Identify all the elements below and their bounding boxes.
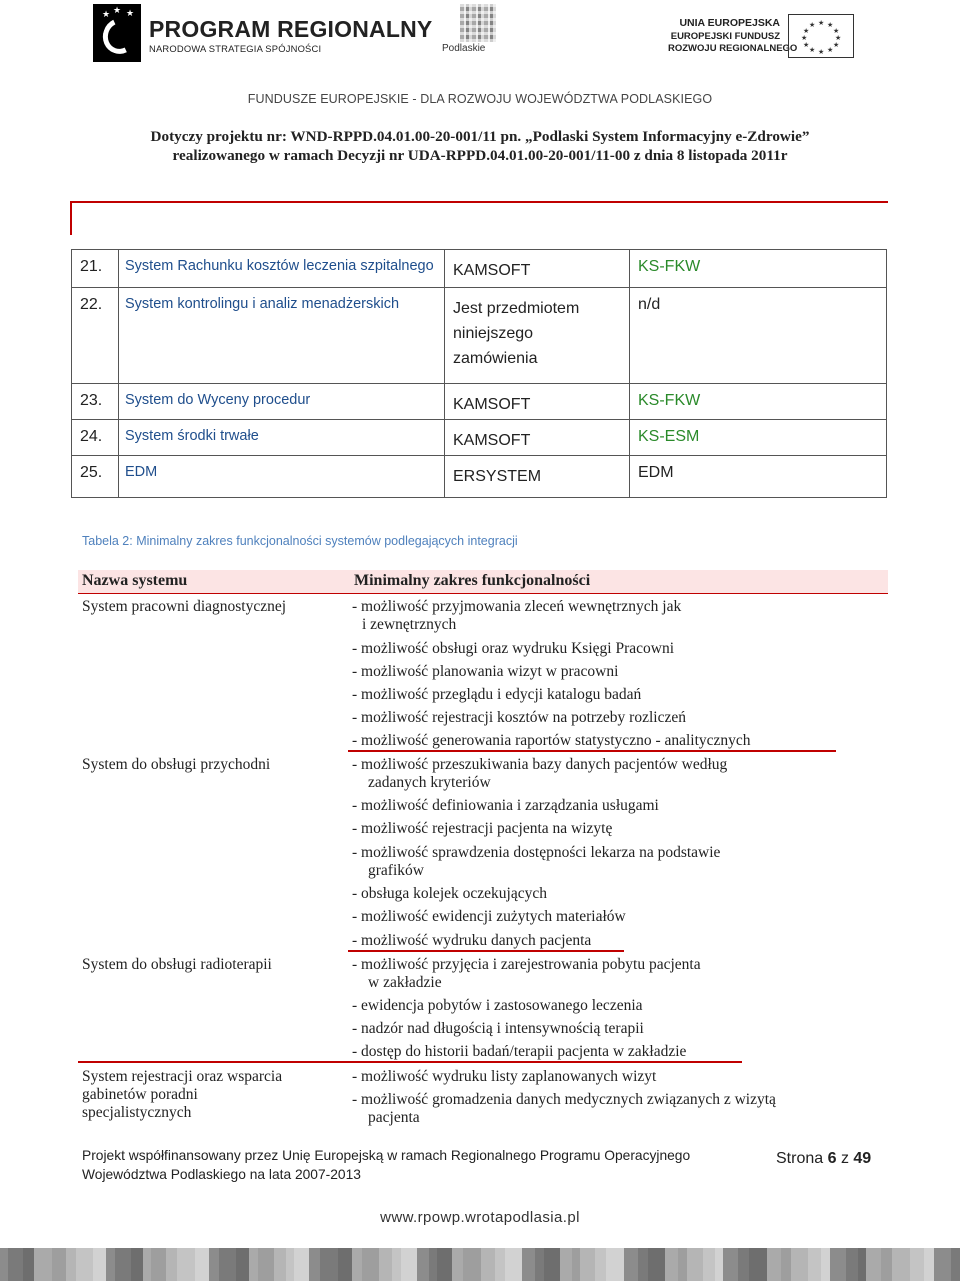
table-row: [72, 456, 887, 498]
podlaskie-label: Podlaskie: [442, 43, 486, 54]
program-emblem-icon: ★ ★ ★: [93, 4, 141, 62]
row-number: 25.: [72, 456, 119, 498]
program-regionalny-logo: [93, 4, 433, 62]
function-item: - możliwość obsługi oraz wydruku Księgi Pracowni: [352, 640, 674, 657]
eu-line-3: ROZWOJU REGIONALNEGO: [668, 43, 798, 54]
group-divider: [78, 1061, 742, 1063]
page-current: 6: [827, 1150, 837, 1167]
system-label: System pracowni diagnostycznej: [82, 598, 287, 615]
program-name: PROGRAM REGIONALNY: [149, 16, 433, 42]
eu-logo: [668, 14, 856, 58]
module: KS-FKW: [630, 250, 887, 288]
system-label: gabinetów poradni: [82, 1086, 198, 1103]
function-item: - możliwość rejestracji kosztów na potrzeby rozliczeń: [352, 709, 686, 726]
header-divider: [70, 201, 888, 203]
vendor: [445, 288, 630, 384]
footer-website: www.rpowp.wrotapodlasia.pl: [380, 1209, 580, 1226]
systems-table: [71, 249, 887, 498]
table-row: [72, 288, 887, 384]
function-item: - możliwość definiowania i zarządzania usługami: [352, 797, 659, 814]
function-item: w zakładzie: [368, 974, 442, 991]
system-name: System Rachunku kosztów leczenia szpitalnego: [119, 250, 445, 288]
system-label: System rejestracji oraz wsparcia: [82, 1068, 283, 1085]
footer-mosaic-strip: [0, 1248, 960, 1281]
vendor: KAMSOFT: [445, 384, 630, 420]
group-divider: [348, 750, 836, 752]
row-number: 21.: [72, 250, 119, 288]
system-name: System do Wyceny procedur: [119, 384, 445, 420]
funds-line: FUNDUSZE EUROPEJSKIE - DLA ROZWOJU WOJEWÓDZTWA PODLASKIEGO: [247, 92, 713, 106]
system-name: System środki trwałe: [119, 420, 445, 456]
eu-flag-icon: ★ ★ ★ ★ ★ ★ ★ ★ ★ ★ ★ ★: [788, 14, 854, 58]
function-item: - możliwość generowania raportów statystyczno - analitycznych: [352, 732, 751, 749]
page-prefix: Strona: [776, 1150, 824, 1167]
table-row: [72, 384, 887, 420]
footer-cofinancing-line-2: Województwa Podlaskiego na lata 2007-2013: [82, 1167, 361, 1182]
function-item: - możliwość gromadzenia danych medycznych związanych z wizytą: [352, 1091, 776, 1108]
eu-line-1: UNIA EUROPEJSKA: [679, 17, 780, 29]
system-label: System do obsługi radioterapii: [82, 956, 272, 973]
system-label: specjalistycznych: [82, 1104, 192, 1121]
system-label: System do obsługi przychodni: [82, 756, 271, 773]
table-row: [72, 250, 887, 288]
project-line-1: Dotyczy projektu nr: WND-RPPD.04.01.00-20-001/11 pn. „Podlaski System Informacyjny e-Zdrowie”: [150, 128, 810, 145]
system-name: EDM: [119, 456, 445, 498]
group-divider: [348, 950, 624, 952]
podlaskie-logo: [440, 4, 500, 56]
vendor: KAMSOFT: [445, 420, 630, 456]
row-number: 23.: [72, 384, 119, 420]
function-item: - możliwość przeglądu i edycji katalogu badań: [352, 686, 642, 703]
vendor: KAMSOFT: [445, 250, 630, 288]
function-item: - dostęp do historii badań/terapii pacjenta w zakładzie: [352, 1043, 687, 1060]
podlaskie-mosaic-icon: [460, 4, 496, 42]
vendor-line: zamówienia: [453, 350, 538, 367]
function-item: pacjenta: [368, 1109, 420, 1126]
module: EDM: [630, 456, 887, 498]
function-item: - możliwość przeszukiwania bazy danych pacjentów według: [352, 756, 728, 773]
function-item: - obsługa kolejek oczekujących: [352, 885, 547, 902]
footer-cofinancing-line-1: Projekt współfinansowany przez Unię Europejską w ramach Regionalnego Programu Operacyjnego: [82, 1148, 691, 1163]
header-divider-tick: [70, 201, 72, 235]
module: KS-FKW: [630, 384, 887, 420]
function-item: - możliwość sprawdzenia dostępności lekarza na podstawie: [352, 844, 721, 861]
module: n/d: [630, 288, 887, 384]
page-separator: z: [840, 1150, 849, 1167]
function-item: - ewidencja pobytów i zastosowanego leczenia: [352, 997, 643, 1014]
project-line-2: realizowanego w ramach Decyzji nr UDA-RPPD.04.01.00-20-001/11-00 z dnia 8 listopada 2011r: [172, 147, 788, 164]
row-number: 24.: [72, 420, 119, 456]
eu-line-2: EUROPEJSKI FUNDUSZ: [670, 31, 780, 42]
module: KS-ESM: [630, 420, 887, 456]
function-item: - możliwość przyjęcia i zarejestrowania pobytu pacjenta: [352, 956, 701, 973]
function-item: - możliwość rejestracji pacjenta na wizytę: [352, 820, 613, 837]
column-header-functions: Minimalny zakres funkcjonalności: [354, 572, 591, 589]
function-item: - możliwość przyjmowania zleceń wewnętrznych jak: [352, 598, 682, 615]
table-caption: Tabela 2: Minimalny zakres funkcjonalności systemów podlegających integracji: [82, 534, 518, 548]
vendor-line: niniejszego: [453, 325, 534, 342]
page-number: [776, 1150, 871, 1168]
vendor-line: Jest przedmiotem: [453, 300, 580, 317]
function-item: - możliwość ewidencji zużytych materiałów: [352, 908, 626, 925]
function-item: grafików: [368, 862, 424, 879]
functionality-table-header: [78, 570, 888, 594]
function-item: - możliwość wydruku listy zaplanowanych wizyt: [352, 1068, 657, 1085]
system-name: System kontrolingu i analiz menadżerskich: [119, 288, 445, 384]
function-item: - możliwość planowania wizyt w pracowni: [352, 663, 619, 680]
function-item: - nadzór nad długością i intensywnością terapii: [352, 1020, 644, 1037]
table-row: [72, 420, 887, 456]
function-item: - możliwość wydruku danych pacjenta: [352, 932, 592, 949]
column-header-system: Nazwa systemu: [82, 572, 188, 589]
program-subtitle: NARODOWA STRATEGIA SPÓJNOŚCI: [149, 43, 322, 54]
function-item: i zewnętrznych: [362, 616, 457, 633]
vendor: ERSYSTEM: [445, 456, 630, 498]
row-number: 22.: [72, 288, 119, 384]
page-total: 49: [853, 1150, 872, 1167]
function-item: zadanych kryteriów: [368, 774, 491, 791]
